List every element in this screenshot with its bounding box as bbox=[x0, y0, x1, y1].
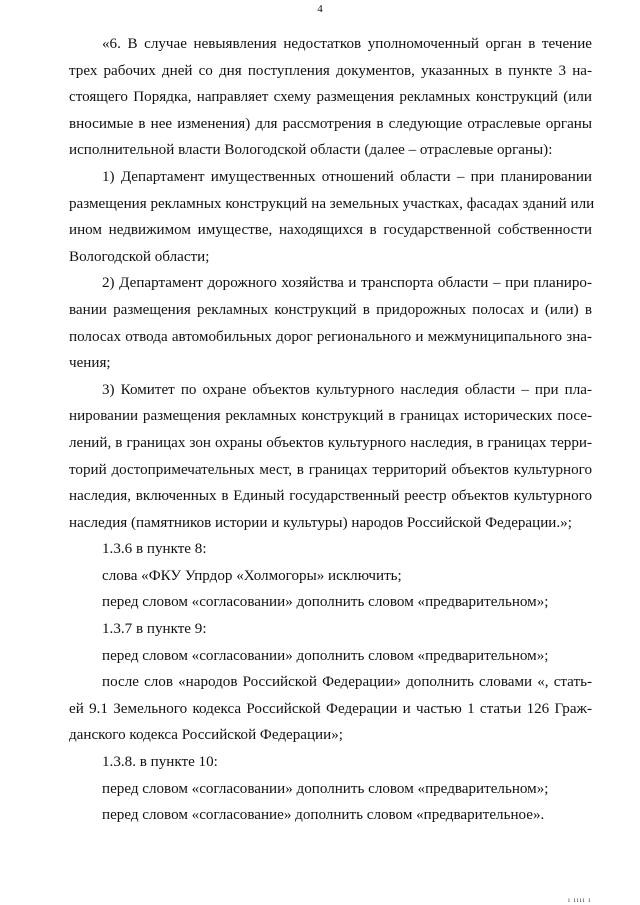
paragraph-line: лений, в границах зон охраны объектов культурного наследия, в границах терри- bbox=[69, 434, 592, 451]
paragraph bbox=[69, 563, 592, 590]
paragraph-line: перед словом «согласование» дополнить словом «предварительное». bbox=[102, 807, 545, 824]
paragraph-line: ином недвижимом имуществе, находящихся в государственной собственности bbox=[69, 222, 592, 239]
document-body bbox=[69, 31, 595, 829]
paragraph-line: вносимые в нее изменения) для рассмотрения в следующие отраслевые органы bbox=[69, 115, 592, 132]
paragraph bbox=[69, 749, 592, 776]
paragraph-line: нировании размещения рекламных конструкций в границах исторических посе- bbox=[69, 408, 592, 425]
paragraph bbox=[69, 164, 595, 270]
paragraph-line: торий достопримечательных мест, в границах территорий объектов культурного bbox=[69, 461, 592, 478]
paragraph-line: данского кодекса Российской Федерации»; bbox=[69, 727, 343, 744]
paragraph-line: вании размещения рекламных конструкций в придорожных полосах и (или) в bbox=[69, 301, 592, 318]
paragraph bbox=[69, 802, 592, 829]
paragraph-line: перед словом «согласовании» дополнить словом «предварительном»; bbox=[102, 594, 549, 611]
paragraph bbox=[69, 270, 592, 376]
paragraph-line: наследия (памятников истории и культуры) народов Российской Федерации.»; bbox=[69, 514, 572, 531]
paragraph-line: 3) Комитет по охране объектов культурного наследия области – при пла- bbox=[102, 381, 592, 398]
paragraph-line: полосах отвода автомобильных дорог регионального и межмуниципального зна- bbox=[69, 328, 592, 345]
paragraph bbox=[69, 616, 592, 643]
paragraph-line: чения; bbox=[69, 355, 111, 372]
paragraph bbox=[69, 669, 592, 749]
paragraph-line: стоящего Порядка, направляет схему размещения рекламных конструкций (или bbox=[69, 89, 592, 106]
paragraph-line: перед словом «согласовании» дополнить словом «предварительном»; bbox=[102, 647, 549, 664]
paragraph bbox=[69, 643, 592, 670]
paragraph-line: 1) Департамент имущественных отношений области – при планировании bbox=[102, 168, 592, 185]
paragraph-line: 1.3.8. в пункте 10: bbox=[102, 754, 218, 771]
scan-mark: ı ıııı ı bbox=[568, 896, 592, 904]
paragraph-line: наследия, включенных в Единый государственный реестр объектов культурного bbox=[69, 488, 592, 505]
paragraph-line: Вологодской области; bbox=[69, 248, 210, 265]
page-number: 4 bbox=[317, 3, 323, 15]
paragraph bbox=[69, 536, 592, 563]
paragraph-line: размещения рекламных конструкций на земельных участках, фасадах зданий или bbox=[69, 195, 595, 212]
paragraph bbox=[69, 776, 592, 803]
paragraph-line: 1.3.7 в пункте 9: bbox=[102, 621, 207, 638]
paragraph-line: 2) Департамент дорожного хозяйства и транспорта области – при планиро- bbox=[102, 275, 592, 292]
paragraph-line: трех рабочих дней со дня поступления документов, указанных в пункте 3 на- bbox=[69, 62, 592, 79]
paragraph bbox=[69, 31, 592, 164]
paragraph-line: 1.3.6 в пункте 8: bbox=[102, 541, 207, 558]
paragraph bbox=[69, 589, 592, 616]
paragraph-line: слова «ФКУ Упрдор «Холмогоры» исключить; bbox=[102, 567, 402, 584]
paragraph-line: ей 9.1 Земельного кодекса Российской Федерации и частью 1 статьи 126 Граж- bbox=[69, 700, 592, 717]
paragraph bbox=[69, 377, 592, 537]
paragraph-line: исполнительной власти Вологодской области (далее – отраслевые органы): bbox=[69, 142, 553, 159]
paragraph-line: после слов «народов Российской Федерации» дополнить словами «, стать- bbox=[102, 674, 592, 691]
paragraph-line: «6. В случае невыявления недостатков уполномоченный орган в течение bbox=[102, 36, 592, 52]
paragraph-line: перед словом «согласовании» дополнить словом «предварительном»; bbox=[102, 780, 549, 797]
